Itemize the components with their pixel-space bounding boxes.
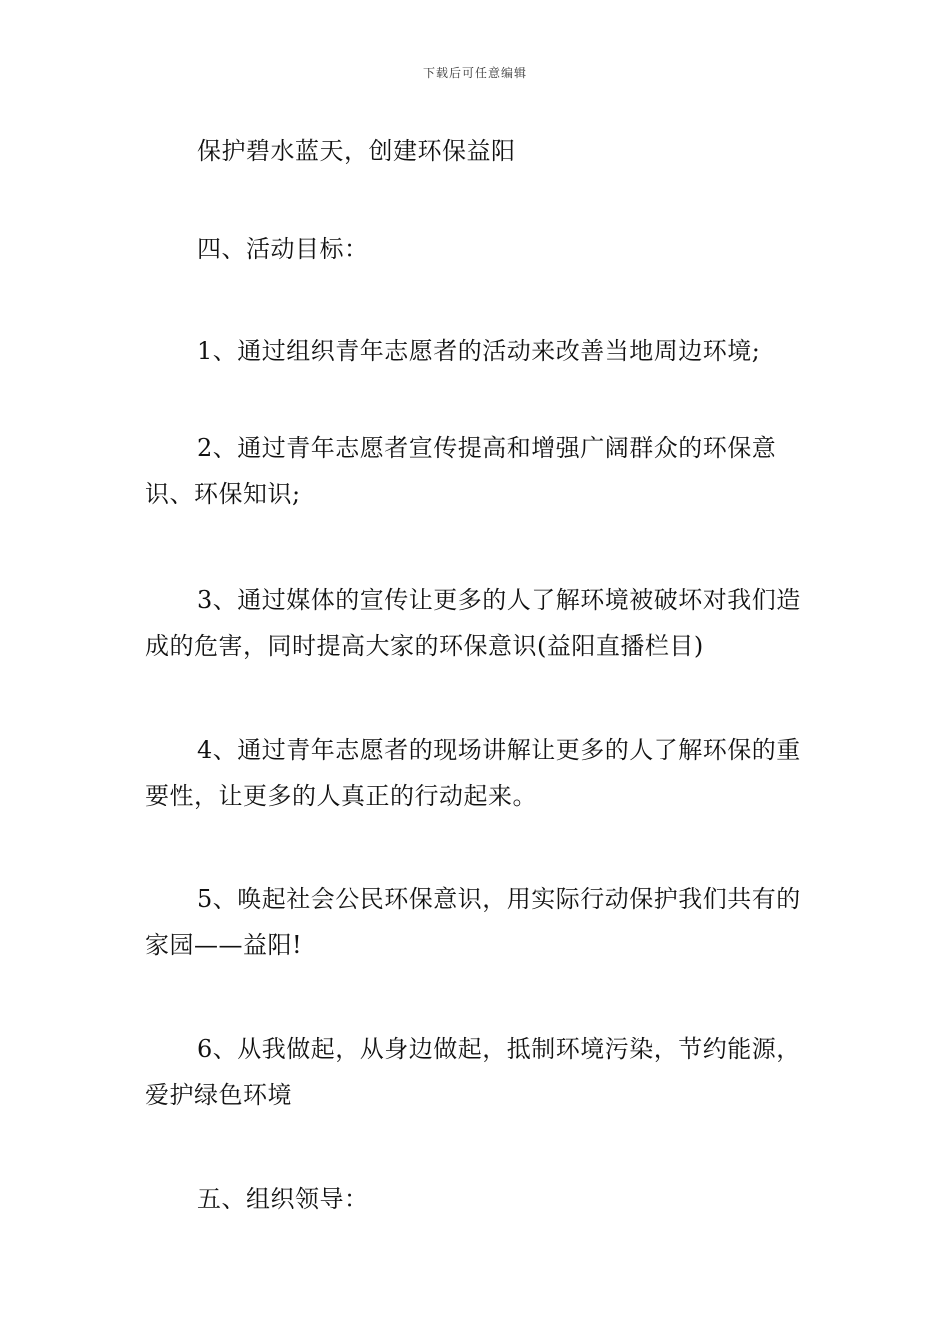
goal-item-6: 6、从我做起，从身边做起，抵制环境污染，节约能源，爱护绿色环境 bbox=[145, 1035, 801, 1109]
goal-item-1: 1、通过组织青年志愿者的活动来改善当地周边环境; bbox=[197, 337, 761, 365]
header-note: 下载后可任意编辑 bbox=[422, 66, 527, 80]
goal-item-3: 3、通过媒体的宣传让更多的人了解环境被破坏对我们造成的危害，同时提高大家的环保意识(益阳直播栏目) bbox=[145, 586, 801, 660]
slogan-paragraph: 保护碧水蓝天，创建环保益阳 bbox=[197, 137, 516, 165]
goal-item-4: 4、通过青年志愿者的现场讲解让更多的人了解环保的重要性，让更多的人真正的行动起来。 bbox=[145, 736, 801, 810]
section-heading-leadership: 五、组织领导： bbox=[197, 1185, 369, 1213]
goal-item-5: 5、唤起社会公民环保意识，用实际行动保护我们共有的家园——益阳! bbox=[145, 885, 801, 959]
goal-item-2: 2、通过青年志愿者宣传提高和增强广阔群众的环保意识、环保知识; bbox=[145, 434, 777, 508]
section-heading-goals: 四、活动目标： bbox=[197, 235, 369, 263]
